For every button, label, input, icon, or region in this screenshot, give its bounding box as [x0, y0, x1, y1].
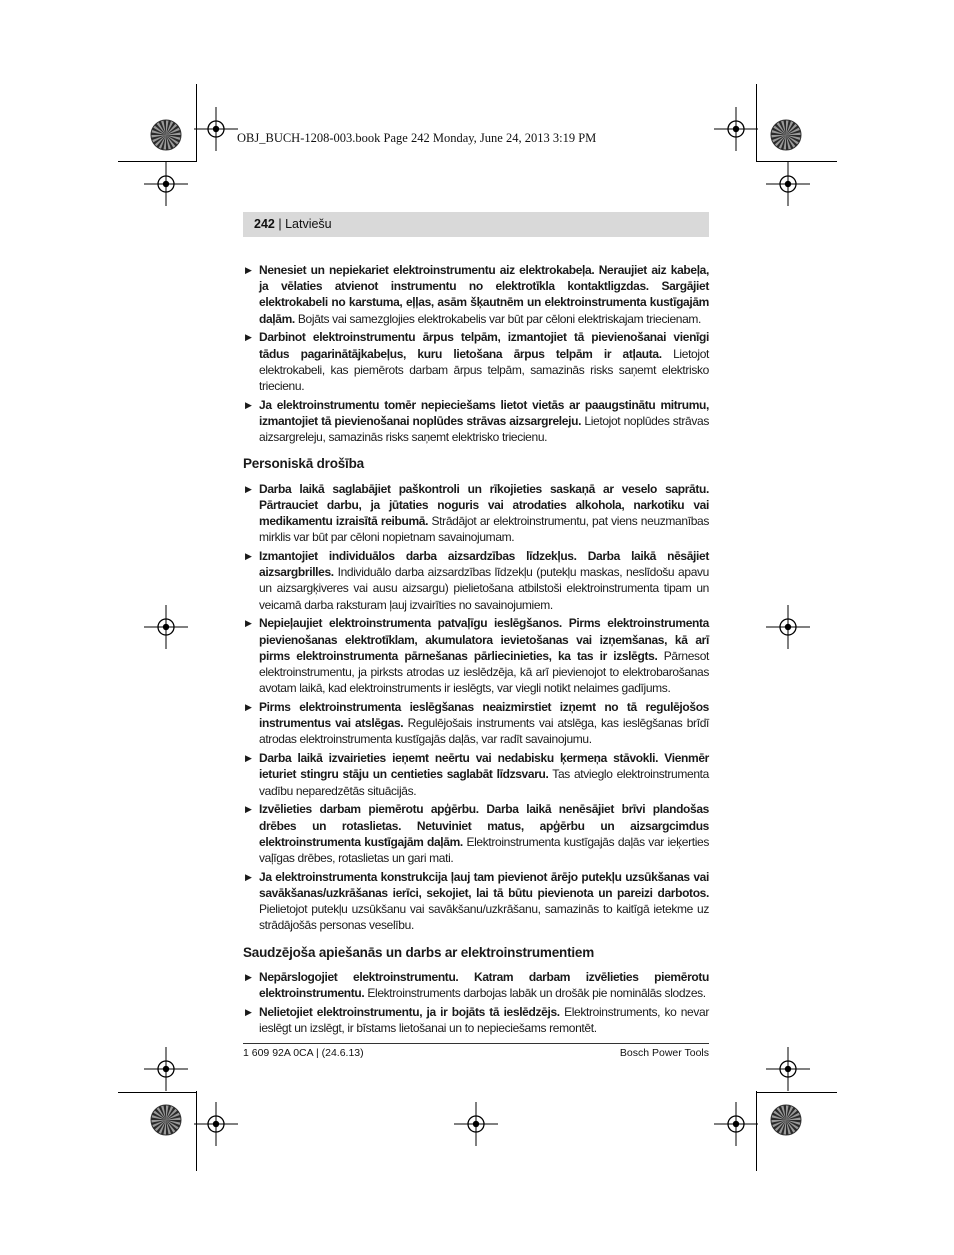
triangle-right-icon: ▶	[245, 871, 252, 882]
list-item: ▶ Darbinot elektroinstrumentu ārpus telpām, izmantojiet tā pievienošanai vienīgi tādus pagarinātājkabeļus, kuru lietošana ārpus telpām ir atļauta. Lietojot elektrokabeli, kas piemērots darbam ārpus telpām, samazinās risks saņemt elektrisko triecienu.	[245, 330, 709, 394]
crosshair-circle-icon	[144, 605, 188, 649]
crop-line	[757, 1092, 837, 1093]
section-heading: Personiskā drošība	[243, 456, 364, 472]
list-item: ▶ Ja elektroinstrumenta konstrukcija ļauj tam pievienot ārējo putekļu uzsūkšanas vai savākšanas/uzkrāšanas ierīci, sekojiet, lai tā būtu pievienota un pareizi darbotos. Pielietojot putekļu uzsūkšanu vai savākšanu/uzkrāšanu, samazinās to kaitīgā ietekme uz strādājošās personas veselību.	[245, 869, 709, 933]
radial-star-icon	[150, 1104, 182, 1136]
crosshair-circle-icon	[194, 107, 238, 151]
list-item: ▶ Izvēlieties darbam piemērotu apģērbu. Darba laikā nenēsājiet brīvi plandošas drēbes un rotaslietas. Netuviniet matus, apģērbu un aizsargcimdus elektroinstrumenta kustīgajām daļām. Elektroinstrumenta kustīgajās daļās var ieķerties vaļīgas drēbes, rotaslietas un gari mati.	[245, 802, 709, 866]
list-item: ▶ Darba laikā izvairieties ieņemt neērtu vai nedabisku ķermeņa stāvokli. Vienmēr ieturiet stingru stāju un centieties saglabāt līdzsvaru. Tas atvieglo elektroinstrumenta vadību neparedzētās situācijās.	[245, 751, 709, 798]
crosshair-circle-icon	[766, 162, 810, 206]
header-language: Latviešu	[285, 217, 332, 231]
list-item: ▶ Pirms elektroinstrumenta ieslēgšanas neaizmirstiet izņemt no tā regulējošos instrumentus vai atslēgas. Regulējošais instruments vai atslēga, kas ieslēgšanas brīdī atrodas elektroinstrumenta kustīgajās daļās, var radīt savainojumu.	[245, 700, 709, 747]
radial-star-icon	[150, 119, 182, 151]
crosshair-circle-icon	[714, 1102, 758, 1146]
triangle-right-icon: ▶	[245, 332, 252, 343]
list-item: ▶ Nelietojiet elektroinstrumentu, ja ir bojāts tā ieslēdzējs. Elektroinstruments, ko nevar ieslēgt un izslēgt, ir bīstams lietošanai un to nepieciešams remontēt.	[245, 1004, 710, 1036]
radial-star-icon	[770, 1104, 802, 1136]
crosshair-circle-icon	[714, 107, 758, 151]
crosshair-circle-icon	[766, 1047, 810, 1091]
crosshair-circle-icon	[766, 605, 810, 649]
page-number: 242	[254, 217, 275, 231]
triangle-right-icon: ▶	[245, 971, 252, 982]
crosshair-circle-icon	[454, 1102, 498, 1146]
main-content	[243, 262, 709, 1039]
section-careful-handling	[243, 945, 709, 1037]
crosshair-circle-icon	[194, 1102, 238, 1146]
list-item: ▶ Nepārslogojiet elektroinstrumentu. Katram darbam izvēlieties piemērotu elektroinstrumentu. Elektroinstruments darbojas labāk un drošāk pie nominālās slodzes.	[245, 969, 709, 1001]
list-item: ▶ Nepieļaujiet elektroinstrumenta patvaļīgu ieslēgšanos. Pirms elektroinstrumenta pievienošanas elektrotīklam, akumulatora ievietošanas vai izņemšanas, kā arī pirms elektroinstrumenta pārnešanas pārliecinieties, ka tas ir izslēgts. Pārnesot elektroinstrumentu, ja pirksts atrodas uz ieslēdzēja, kā arī pievienojot to elektrobarošanas avotam laikā, kad elektroinstruments ir ieslēgts, var viegli notikt nelaimes gadījums.	[245, 616, 710, 696]
footer-doc-number: 1 609 92A 0CA | (24.6.13)	[243, 1047, 364, 1059]
radial-star-icon	[770, 119, 802, 151]
crosshair-circle-icon	[144, 1047, 188, 1091]
triangle-right-icon: ▶	[245, 804, 252, 815]
triangle-right-icon: ▶	[245, 618, 252, 629]
section-0	[243, 262, 709, 445]
triangle-right-icon: ▶	[245, 265, 252, 275]
triangle-right-icon: ▶	[245, 399, 252, 410]
triangle-right-icon: ▶	[245, 702, 252, 713]
crosshair-circle-icon	[144, 162, 188, 206]
section-heading: Saudzējoša apiešanās un darbs ar elektroinstrumentiem	[243, 944, 595, 960]
list-item: ▶ Nenesiet un nepiekariet elektroinstrumentu aiz elektrokabeļa. Neraujiet aiz kabeļa, ja vēlaties atvienot instrumentu no elektrotīkla kontaktligzdas. Sargājiet elektrokabeli no karstuma, eļļas, asām šķautnēm un elektroinstrumenta kustīgajām daļām. Bojāts vai samezglojies elektrokabelis var būt par cēloni elektriskajam triecienam.	[245, 263, 709, 326]
triangle-right-icon: ▶	[245, 551, 252, 562]
page-header	[243, 212, 709, 237]
footer-brand: Bosch Power Tools	[619, 1047, 709, 1059]
crop-line	[118, 1092, 196, 1093]
triangle-right-icon: ▶	[245, 483, 252, 494]
list-item: ▶ Izmantojiet individuālos darba aizsardzības līdzekļus. Darba laikā nēsājiet aizsargbrilles. Individuālo darba aizsardzības līdzekļu (putekļu maskas, neslīdošu apavu un aizsargķiveres vai ausu aizsargu) pielietošana atbilstoši elektroinstrumenta tipam un veicamā darba raksturam ļauj izvairīties no savainojumiem.	[245, 549, 709, 612]
list-item: ▶ Darba laikā saglabājiet paškontroli un rīkojieties saskaņā ar veselo saprātu. Pārtrauciet darbu, ja jūtaties noguris vai atrodaties alkohola, narkotiku vai medikamentu izraisītā reibumā. Strādājot ar elektroinstrumentu, pat viens neuzmanības mirklis var būt par cēloni nopietnam savainojumam.	[245, 481, 709, 545]
triangle-right-icon: ▶	[245, 753, 252, 764]
header-separator: |	[274, 217, 286, 231]
section-personal-safety	[243, 456, 709, 933]
list-item: ▶ Ja elektroinstrumentu tomēr nepieciešams lietot vietās ar paaugstinātu mitrumu, izmantojiet tā pievienošanai noplūdes strāvas aizsargreleju. Lietojot noplūdes strāvas aizsargreleju, samazinās risks saņemt elektrisko triecienu.	[245, 397, 710, 445]
slug-line: OBJ_BUCH-1208-003.book Page 242 Monday, June 24, 2013 3:19 PM	[237, 131, 597, 145]
triangle-right-icon: ▶	[245, 1006, 252, 1017]
footer-rule	[243, 1043, 709, 1044]
